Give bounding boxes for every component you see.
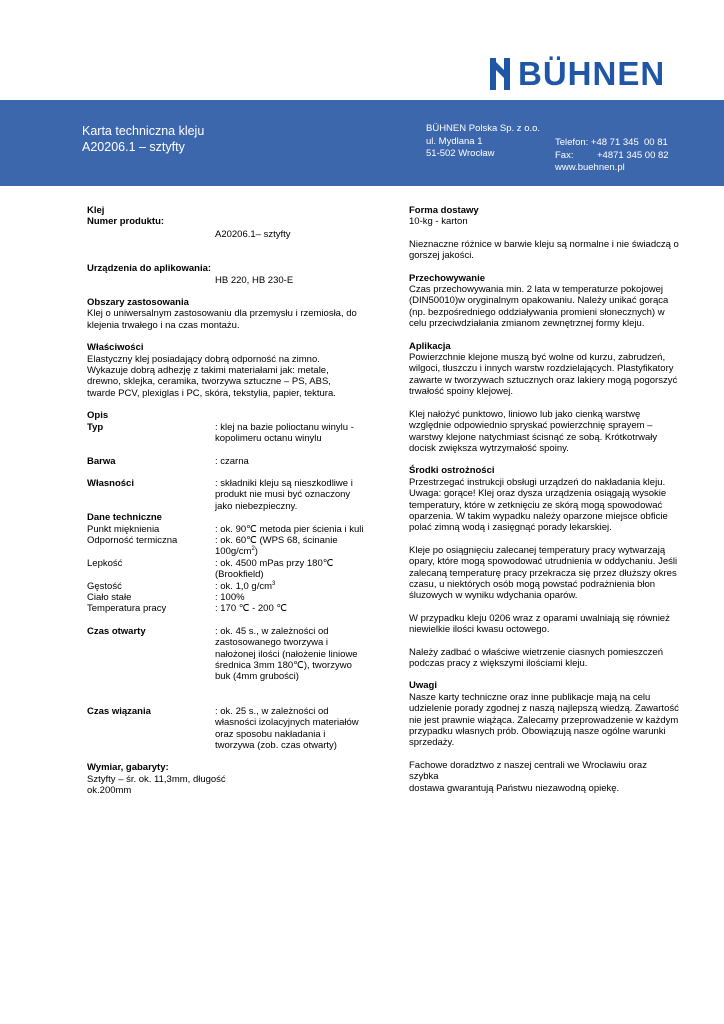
document-title: Karta techniczna kleju A20206.1 – sztyfty: [82, 124, 205, 154]
product-number-value: A20206.1– sztyfty: [215, 228, 291, 240]
paragraph-doradztwo: Fachowe doradztwo z naszej centrali we Wrocławiu oraz szybka dostawa gwarantują Państwu niezawodną opiekę.: [409, 759, 647, 794]
section-srodki-ostroznosci: Środki ostrożności: [409, 465, 495, 477]
right-column: Forma dostawy 10-kg - karton Nieznaczne różnice w barwie kleju są normalne i nie świadczą o gorszej jakości. Przechowywanie Czas przechowywania min. 2 lata w temperaturze pokojowej (DIN50010)w oryginalnym opakowaniu. Należy unikać gorąca (np. bezpośredniego oddziaływania promieni słonecznych) w celu przeciwdziałania zmianom zewnętrznej formy kleju. Aplikacja Powierzchnie klejone muszą być wolne od kurzu, zabrudzeń, wilgoci, tłuszczu i innych warstw rozdzielających. Plastyfikatory zawarte w tworzywach sztucznych oraz lakiery mogą pogorszyć trwałość spoiny klejowej. Klej nałożyć punktowo, liniowo lub jako cienką warstwę względnie odpowiednio spryskać powierzchnię sprayem – warstwy klejone natychmiast ścisnąć ze sobą. Krótkotrwały docisk zwiększa wytrzymałość spoiny. Środki ostrożności Przestrzegać instrukcji obsługi urządzeń do nakładania kleju. Uwaga: gorące! Klej oraz dysza urządzenia osiągają wysokie temperatury, które w zetknięciu ze skórą mogą spowodować oparzenia. W takim wypadku należy oparzone miejsce obficie polać zimną wodą i zasięgnąć porady lekarskiej. Kleje po osiągnięciu zalecanej temperatury pracy wytwarzają opary, które mogą spowodować utrudnienia w oddychaniu. Jeśli zalecaną temperaturę pracy przekracza się przez dłuższy okres czasu, u niektórych osób mogą powstać podrażnienia błon śluzowych w wyniku wdychania oparów. W przypadku kleju 0206 wraz z oparami uwalniają się również niewielkie ilości kwasu octowego. Należy zadbać o właściwe wietrzenie ciasnych pomieszczeń podczas pracy z większymi ilościami kleju. Uwagi Nasze karty techniczne oraz inne publikacje mają na celu udzielenie porady zgodnej z naszą najlepszą wiedzą. Zawartość nie jest prawnie wiążąca. Zalecamy przeprowadzenie w każdym przypadku własnych prób. Obowiązują nasze ogólne warunki sprzedaży. Fachowe doradztwo z naszej centrali we Wrocławiu oraz szybka dostawa gwarantują Państwu niezawodną opiekę.: [409, 205, 679, 794]
website-link[interactable]: www.buehnen.pl: [555, 162, 625, 173]
section-opis: Opis: [87, 410, 109, 422]
phone-row: Telefon: +48 71 345 00 81: [555, 137, 668, 148]
row-barwa: Barwa : czarna: [87, 455, 249, 467]
row-wlasnosci: Własności : składniki kleju są nieszkodliwe i produkt nie musi być oznaczony jako niebezpieczny.: [87, 477, 353, 512]
row-odpornosc: Odporność termiczna : ok. 60℃ (WPS 68, ścinanie $100g/cm^2$): [87, 534, 338, 558]
section-forma-dostawy: Forma dostawy: [409, 205, 479, 216]
fax-row: Fax: +4871 345 00 82: [555, 149, 669, 161]
section-klej: Klej: [87, 205, 105, 216]
company-address: BÜHNEN Polska Sp. z o.o. ul. Mydlana 1 51-502 Wrocław: [426, 123, 541, 159]
product-number-label: Numer produktu:: [87, 216, 165, 228]
row-temperatura: Temperatura pracy : 170 ℃ - 200 ℃: [87, 603, 288, 615]
header-band: [0, 100, 724, 186]
row-cialo: Ciało stałe : 100%: [87, 591, 245, 603]
section-wymiar: Wymiar, gabaryty:: [87, 762, 169, 774]
company-contact: [555, 137, 669, 175]
paragraph-roznice: Nieznaczne różnice w barwie kleju są normalne i nie świadczą o gorszej jakości.: [409, 238, 679, 262]
buhnen-logo: [490, 55, 666, 92]
section-przechowywanie: Przechowywanie: [409, 272, 486, 284]
row-lepkosc: Lepkość : ok. 4500 mPas przy 180℃ (Brookfield): [87, 557, 334, 581]
devices-value: HB 220, HB 230-E: [215, 274, 294, 286]
section-dane-techniczne: Dane techniczne: [87, 512, 162, 524]
left-column: Klej Numer produktu: A20206.1– sztyfty Urządzenia do aplikowania: HB 220, HB 230-E Obszary zastosowania Klej o uniwersalnym zastosowaniu dla przemysłu i rzemiosła, do klejenia trwałego i na czas montażu. Właściwości Elastyczny klej posiadający dobrą odporność na zimno. Wykazuje dobrą adhezję z takimi materiałami jak: metale, drewno, sklejka, ceramika, tworzywa sztuczne – PS, ABS, twarde PCV, plexiglas i PC, skóra, tekstylia, papier, tektura. Opis Typ : klej na bazie polioctanu winylu - kopolimeru octanu winylu Barwa : czarna Własności : składniki kleju są nieszkodliwe i produkt nie musi być oznaczony jako niebezpieczny. Dane techniczne Punkt mięknienia : ok. 90℃ metoda pier ścienia i kuli Odporność termiczna : ok. 60℃ (WPS 68, ścinanie $100g/cm^2$) Lepkość : ok. 4500 mPas przy 180℃ (Brookfield) Gęstość : ok. 1,0 $g/cm^3$ Ciało stałe : 100% Temperatura pracy : 170 ℃ - 200 ℃ Czas otwarty : ok. 45 s., w zależności od zastosowanego tworzywa i nałożonej ilości (nałożenie liniowe średnica 3mm 180℃), tworzywo buk (4mm grubości) Czas wiązania : ok. 25 s., w zależności od własności izolacyjnych materiałów oraz sposobu nakładania i tworzywa (zob. czas otwarty) Wymiar, gabaryty: Sztyfty – śr. ok. 11,3mm, długość ok.200mm: [87, 205, 377, 797]
paragraph-opary: Kleje po osiągnięciu zalecanej temperatury pracy wytwarzają opary, które mogą spowodować utrudnienia w oddychaniu. Jeśli zalecaną temperaturę pracy przekracza się przez dłuższy okres czasu, u niektórych osób mogą powstać podrażnienia błon śluzowych w wyniku wdychania oparów.: [409, 544, 678, 602]
paragraph-nalozyc: Klej nałożyć punktowo, liniowo lub jako cienką warstwę względnie odpowiednio spryskać powierzchnię sprayem – warstwy klejone natychmiast ścisnąć ze sobą. Krótkotrwały docisk zwiększa wytrzymałość spoiny.: [409, 408, 658, 454]
paragraph-kwas: W przypadku kleju 0206 wraz z oparami uwalniają się również niewielkie ilości kwasu octowego.: [409, 612, 670, 636]
devices-label: Urządzenia do aplikowania:: [87, 263, 212, 275]
section-uwagi: Uwagi: [409, 680, 437, 692]
row-czas-otwarty: Czas otwarty : ok. 45 s., w zależności od zastosowanego tworzywa i nałożonej ilości (nałożenie liniowe średnica 3mm 180℃), tworzywo buk (4mm grubości): [87, 625, 358, 683]
row-punkt: Punkt mięknienia : ok. 90℃ metoda pier ścienia i kuli: [87, 523, 364, 535]
section-aplikacja: Aplikacja: [409, 340, 451, 352]
section-obszary: Obszary zastosowania: [87, 297, 189, 309]
paragraph-przechowywanie: Czas przechowywania min. 2 lata w temperaturze pokojowej (DIN50010)w oryginalnym opakowaniu. Należy unikać gorąca (np. bezpośredniego oddziaływania promieni słonecznych) w celu przeciwdziałania zmianom zewnętrznej formy kleju.: [409, 284, 669, 330]
paragraph-uwagi: Nasze karty techniczne oraz inne publikacje mają na celu udzielenie porady zgodnej z naszą najlepszą wiedzą. Zawartość nie jest prawnie wiążąca. Zalecamy przeprowadzenie w każdym przypadku własnych prób. Obowiązują nasze ogólne warunki sprzedaży.: [409, 691, 679, 749]
row-gestosc: Gęstość : ok. 1,0 $g/cm^3$: [87, 580, 276, 592]
paragraph-wietrzenie: Należy zadbać o właściwe wietrzenie ciasnych pomieszczeń podczas pracy z większymi ilościami kleju.: [409, 646, 663, 669]
paragraph-srodki: Przestrzegać instrukcji obsługi urządzeń do nakładania kleju. Uwaga: gorące! Klej oraz dysza urządzenia osiągają wysokie temperatury, które w zetknięciu ze skórą mogą spowodować oparzenia. W takim wypadku należy oparzone miejsce obficie polać zimną wodą i zasięgnąć porady lekarskiej.: [409, 476, 668, 534]
section-wlasciwosci: Właściwości: [87, 342, 144, 354]
buhnen-logo-icon: [490, 58, 510, 90]
row-typ: Typ : klej na bazie polioctanu winylu - kopolimeru octanu winylu: [87, 421, 354, 445]
row-czas-wiazania: Czas wiązania : ok. 25 s., w zależności od własności izolacyjnych materiałów oraz sposobu nakładania i tworzywa (zob. czas otwarty): [87, 705, 359, 752]
paragraph-aplikacja: Powierzchnie klejone muszą być wolne od kurzu, zabrudzeń, wilgoci, tłuszczu i innych warstw rozdzielających. Plastyfikatory zawarte w tworzywach sztucznych oraz lakiery mogą pogorszyć trwałość spoiny klejowej.: [409, 352, 678, 398]
brand-name: BÜHNEN: [518, 55, 666, 92]
